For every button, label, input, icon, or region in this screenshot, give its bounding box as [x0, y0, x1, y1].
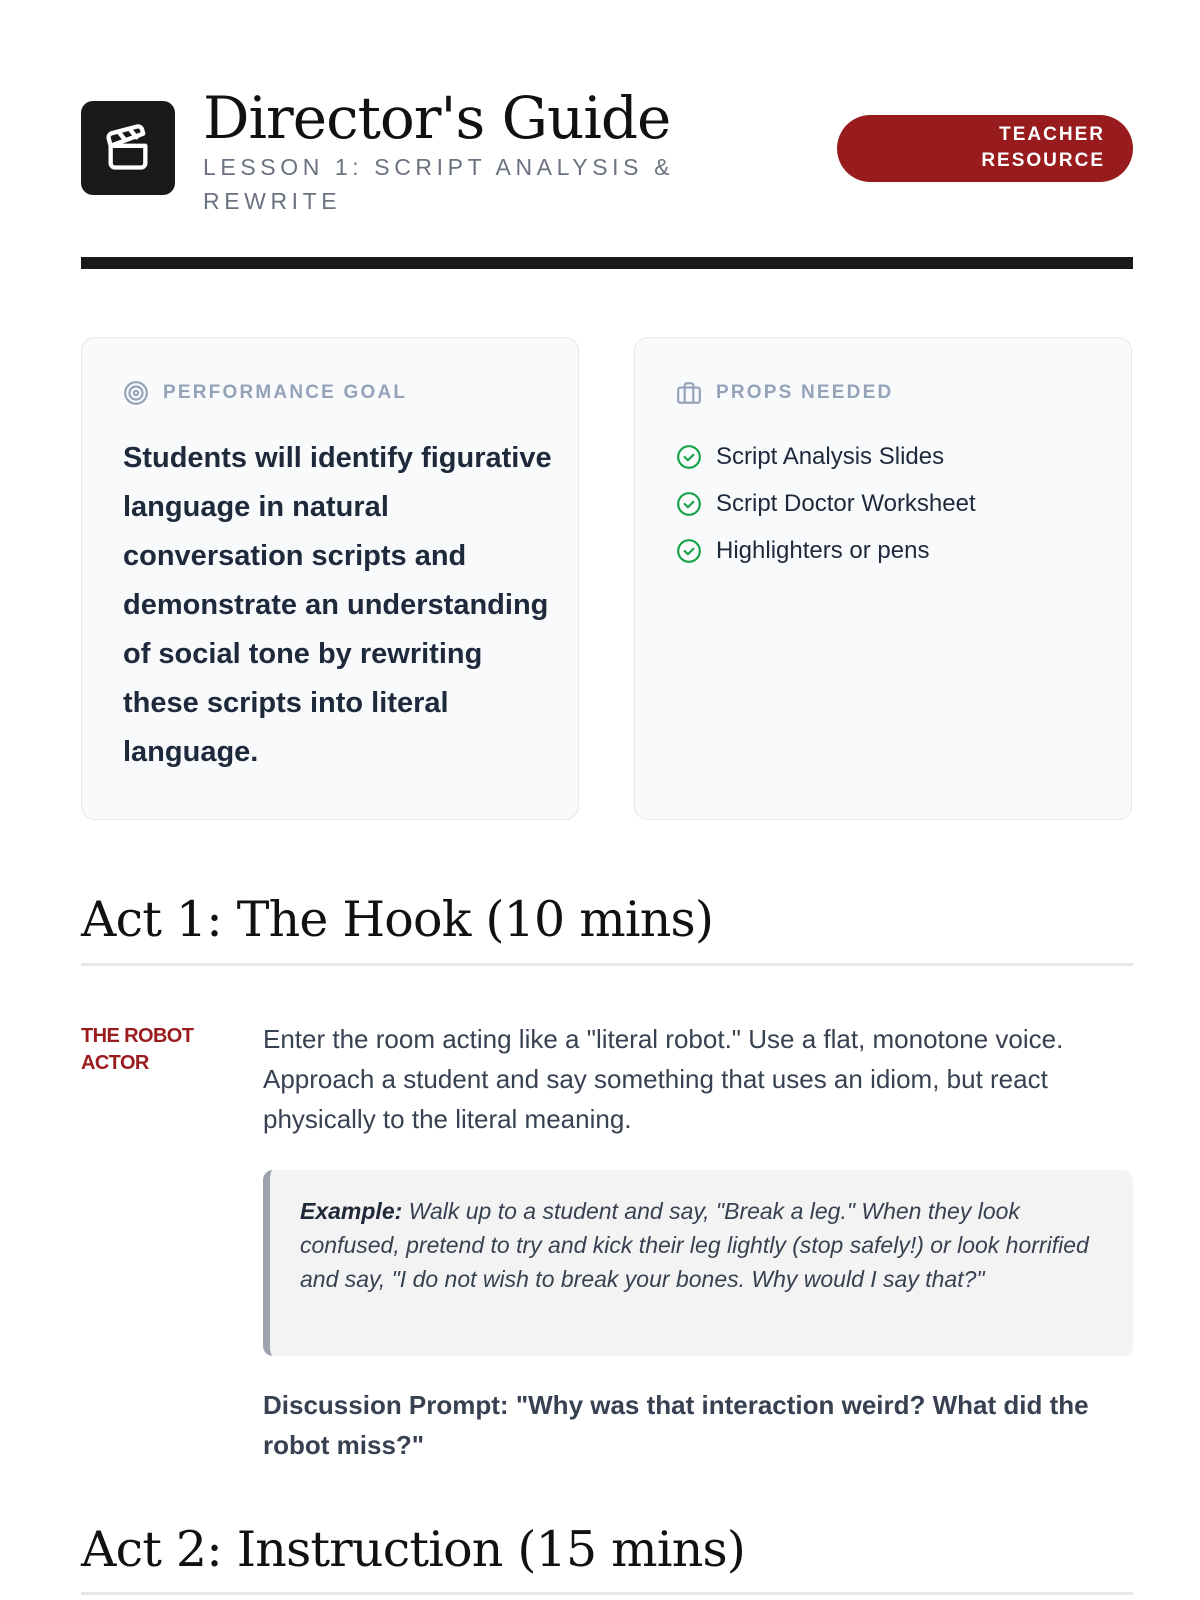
role-label: [81, 1023, 211, 1077]
example-text: Walk up to a student and say, "Break a leg." When they look confused, pretend to try and kick their leg lightly (stop safely!) or look horrified and say, "I do not wish to break your bones. Why would I say that?": [300, 1198, 1089, 1292]
act-1-divider: [81, 963, 1133, 966]
act-2-heading: Act 2: Instruction (15 mins): [81, 1521, 746, 1578]
act-1-body: Enter the room acting like a "literal robot." Use a flat, monotone voice. Approach a student and say something that uses an idiom, but react physically to the literal meaning.: [263, 1024, 1064, 1134]
act-1-heading: Act 1: The Hook (10 mins): [81, 891, 714, 948]
check-circle-icon: [676, 491, 702, 517]
check-circle-icon: [676, 538, 702, 564]
example-callout: [263, 1170, 1133, 1356]
lesson-subtitle: LESSON 1: SCRIPT ANALYSIS & REWRITE: [203, 154, 675, 214]
list-item: [676, 527, 976, 574]
act-2-divider: [81, 1592, 1133, 1595]
teacher-resource-badge: [837, 115, 1133, 182]
role-line-2: ACTOR: [81, 1052, 149, 1074]
list-item: [676, 480, 976, 527]
badge-line-1: TEACHER: [999, 124, 1105, 145]
props-needed-card: [634, 337, 1132, 820]
performance-goal-heading: [123, 380, 407, 406]
badge-line-2: RESOURCE: [981, 150, 1105, 171]
role-line-1: THE ROBOT: [81, 1025, 194, 1047]
props-list: [676, 433, 976, 574]
discussion-prompt: Discussion Prompt: "Why was that interaction weird? What did the robot miss?": [263, 1390, 1089, 1460]
performance-goal-label: PERFORMANCE GOAL: [163, 382, 408, 403]
prop-item-label: Highlighters or pens: [716, 536, 930, 564]
page-title: Director's Guide: [203, 84, 671, 152]
briefcase-icon: [676, 380, 702, 406]
target-icon: [123, 380, 149, 406]
header-divider: [81, 257, 1133, 269]
performance-goal-text: Students will identify figurative language in natural conversation scripts and demonstrate an understanding of social tone by rewriting these scripts into literal language.: [123, 442, 552, 768]
list-item: [676, 433, 976, 480]
page-header: [81, 86, 1133, 216]
example-label: Example:: [300, 1198, 403, 1224]
performance-goal-card: [81, 337, 579, 820]
prop-item-label: Script Doctor Worksheet: [716, 489, 976, 517]
clapperboard-icon: [81, 101, 175, 195]
props-needed-heading: [676, 380, 893, 406]
check-circle-icon: [676, 444, 702, 470]
prop-item-label: Script Analysis Slides: [716, 442, 945, 470]
props-needed-label: PROPS NEEDED: [716, 382, 894, 403]
